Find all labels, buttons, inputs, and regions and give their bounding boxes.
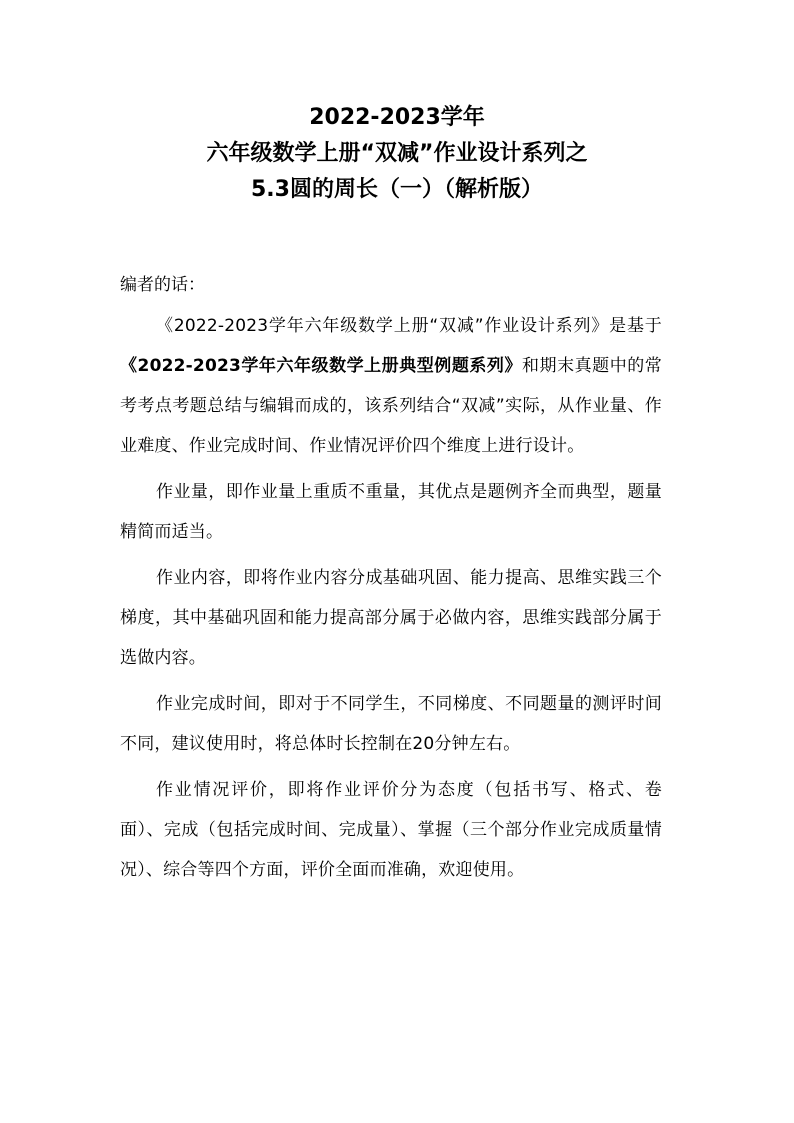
document-title bbox=[0, 100, 794, 208]
paragraph-workload: 作业量，即作业量上重质不重量，其优点是题例齐全而典型，题量精简而适当。 bbox=[120, 482, 662, 542]
paragraph-time: 作业完成时间，即对于不同学生，不同梯度、不同题量的测评时间不同，建议使用时，将总体时长控制在20分钟左右。 bbox=[120, 694, 662, 754]
title-line-series: 六年级数学上册“双减”作业设计系列之 bbox=[206, 141, 588, 166]
paragraph-evaluation: 作业情况评价，即将作业评价分为态度（包括书写、格式、卷面）、完成（包括完成时间、完成量）、掌握（三个部分作业完成质量情况）、综合等四个方面，评价全面而准确，欢迎使用。 bbox=[120, 780, 662, 880]
paragraph-intro-bold-series: 《2022-2023学年六年级数学上册典型例题系列》 bbox=[120, 356, 523, 376]
paragraph-intro-text-1: 《2022-2023学年六年级数学上册“双减”作业设计系列》是基于 bbox=[156, 316, 662, 336]
paragraph-content: 作业内容，即将作业内容分成基础巩固、能力提高、思维实践三个梯度，其中基础巩固和能力提高部分属于必做内容，思维实践部分属于选做内容。 bbox=[120, 568, 662, 668]
title-line-lesson: 5.3圆的周长（一）（解析版） bbox=[251, 177, 543, 202]
paragraph-intro bbox=[120, 306, 662, 466]
editor-note-heading: 编者的话： bbox=[120, 275, 205, 295]
paragraph-intro-text-2: 和期末真题中的常考考点考题总结与编辑而成的，该系列结合“双减”实际，从作业量、作业难度、作业完成时间、作业情况评价四个维度上进行设计。 bbox=[120, 356, 662, 456]
editor-note bbox=[120, 270, 662, 896]
title-line-year: 2022-2023学年 bbox=[309, 105, 485, 130]
